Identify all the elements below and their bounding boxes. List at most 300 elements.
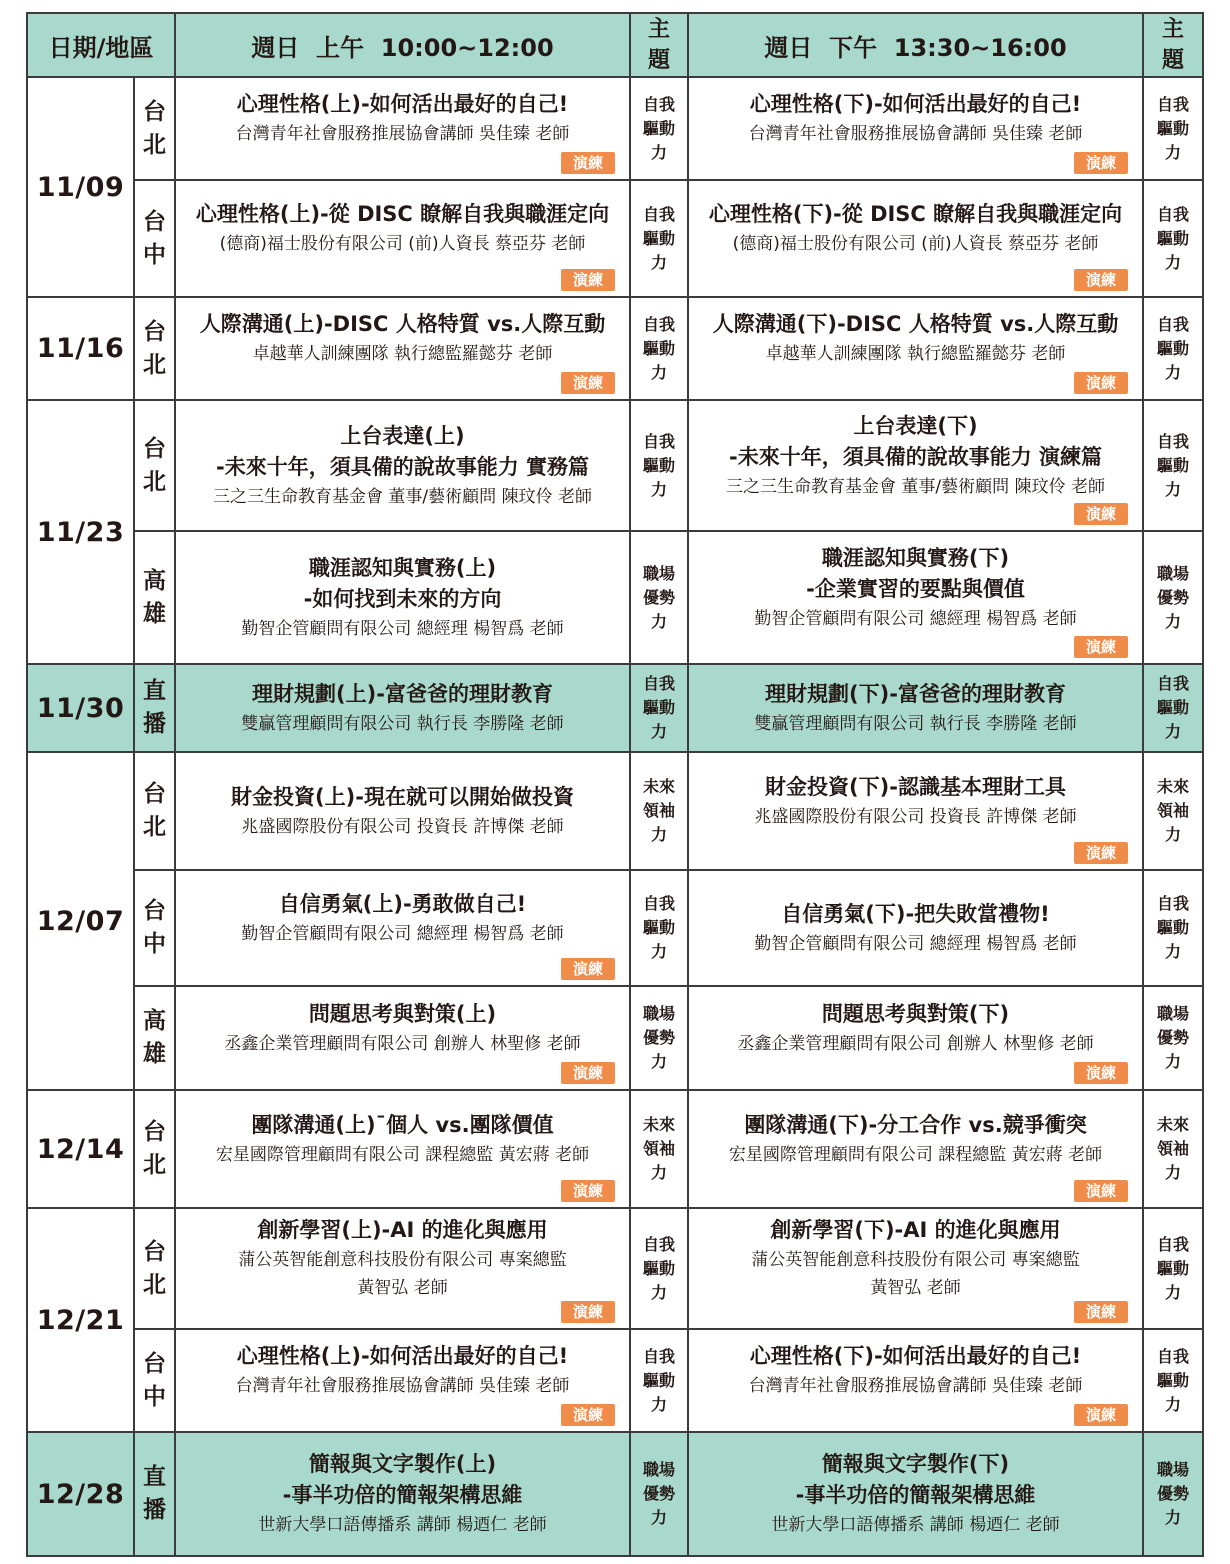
- schedule-row: [27, 1432, 1203, 1556]
- am-theme-cell-line: 未來: [643, 1115, 676, 1134]
- schedule-row: [27, 77, 1203, 180]
- am-theme-cell-line: 職場: [643, 563, 676, 583]
- am-course-cell: [175, 180, 630, 297]
- course-title: 理財規劃(下)-富爸爸的理財教育: [765, 681, 1066, 706]
- am-theme-cell-line: 未來: [643, 777, 676, 796]
- pm-theme-cell-line: 優勢: [1157, 587, 1190, 607]
- region-cell-line: 台: [143, 1119, 166, 1145]
- course-info: [176, 532, 629, 663]
- am-theme-cell: [630, 752, 688, 870]
- region-cell-line: 直: [143, 1464, 166, 1490]
- course-title: 問題思考與對策(下): [821, 1001, 1010, 1026]
- am-course-cell: [175, 400, 630, 531]
- am-course-cell: [175, 870, 630, 986]
- pm-theme-cell: [1143, 870, 1203, 986]
- pm-course-cell: [688, 1208, 1143, 1329]
- am-theme-cell: [630, 1329, 688, 1432]
- course-title: 人際溝通(下)-DISC 人格特質 vs.人際互動: [712, 312, 1119, 336]
- am-theme-cell-line: 領袖: [643, 1139, 676, 1158]
- pm-theme-cell-line: 力: [1165, 1282, 1182, 1302]
- region-cell-line: 北: [143, 468, 166, 495]
- region-cell-line: 播: [143, 1497, 166, 1523]
- region-cell-line: 台: [143, 98, 166, 125]
- course-info: [176, 871, 629, 985]
- course-info: [689, 1091, 1142, 1207]
- schedule-row: [27, 664, 1203, 752]
- region-cell: [134, 400, 175, 531]
- region-cell-line: 中: [143, 241, 166, 268]
- pm-theme-cell-line: 驅動: [1157, 1258, 1190, 1278]
- am-theme-cell-line: 力: [651, 1163, 668, 1182]
- lecturer-info: 卓越華人訓練團隊 執行總監羅懿芬 老師: [765, 344, 1066, 364]
- pm-theme-cell: [1143, 752, 1203, 870]
- pm-theme-cell: [1143, 1090, 1203, 1208]
- region-cell: [134, 297, 175, 400]
- schedule-row: [27, 1090, 1203, 1208]
- course-info: [176, 181, 629, 296]
- pm-course-cell: [688, 752, 1143, 870]
- course-info: [176, 401, 629, 530]
- lecturer-info: 黃智弘 老師: [357, 1278, 448, 1298]
- region-cell-line: 台: [143, 781, 166, 807]
- date-cell: 12/28: [27, 1432, 134, 1556]
- region-cell-line: 台: [143, 1238, 166, 1265]
- lecturer-info: 三之三生命教育基金會 董事/藝術顧問 陳玟伶 老師: [213, 486, 592, 507]
- am-course-cell: [175, 77, 630, 180]
- am-theme-cell-line: 優勢: [643, 1028, 676, 1047]
- course-title: 財金投資(上)-現在就可以開始做投資: [231, 784, 574, 809]
- schedule-body: [27, 77, 1203, 1556]
- lecturer-info: 蒲公英智能創意科技股份有限公司 專案總監: [751, 1250, 1080, 1270]
- pm-theme-cell-line: 驅動: [1157, 118, 1190, 138]
- pm-theme-cell-line: 力: [1165, 479, 1182, 499]
- practice-badge: 演練: [1074, 269, 1128, 291]
- am-theme-cell-line: 驅動: [643, 1258, 676, 1278]
- lecturer-info: 三之三生命教育基金會 董事/藝術顧問 陳玟伶 老師: [726, 476, 1105, 497]
- pm-theme-cell: [1143, 1208, 1203, 1329]
- am-theme-cell-line: 自我: [643, 894, 676, 913]
- pm-theme-cell-line: 自我: [1157, 1346, 1190, 1366]
- region-cell: [134, 531, 175, 664]
- am-theme-cell: [630, 1090, 688, 1208]
- am-theme-cell: [630, 531, 688, 664]
- pm-theme-cell-line: 力: [1165, 1163, 1182, 1182]
- pm-theme-cell-line: 力: [1165, 722, 1182, 741]
- region-cell-line: 中: [143, 1383, 166, 1410]
- lecturer-info: 卓越華人訓練團隊 執行總監羅懿芬 老師: [252, 344, 553, 364]
- course-title: 上台表達(上): [340, 423, 465, 448]
- am-theme-cell-line: 力: [651, 722, 668, 741]
- am-theme-cell-line: 驅動: [643, 455, 676, 475]
- course-title: 團隊溝通(下)-分工合作 vs.競爭衝突: [744, 1112, 1087, 1137]
- region-cell-line: 直: [143, 678, 166, 704]
- pm-course-cell: [688, 664, 1143, 752]
- region-cell: [134, 1432, 175, 1556]
- region-cell: [134, 752, 175, 870]
- course-title: -事半功倍的簡報架構思維: [282, 1483, 523, 1507]
- date-cell: 11/09: [27, 77, 134, 297]
- lecturer-info: 世新大學口語傳播系 講師 楊迺仁 老師: [771, 1515, 1060, 1535]
- practice-badge: 演練: [561, 152, 615, 174]
- am-theme-cell: [630, 400, 688, 531]
- pm-theme-cell-line: 自我: [1157, 94, 1190, 114]
- practice-badge: 演練: [1074, 636, 1128, 658]
- am-theme-cell-line: 自我: [643, 1346, 676, 1366]
- course-title: 財金投資(下)-認識基本理財工具: [765, 774, 1066, 799]
- lecturer-info: (德商)福士股份有限公司 (前)人資長 蔡亞芬 老師: [219, 234, 586, 254]
- am-course-cell: [175, 1090, 630, 1208]
- course-title: 創新學習(上)-AI 的進化與應用: [257, 1218, 548, 1242]
- pm-theme-cell-line: 力: [1165, 362, 1182, 382]
- pm-theme-cell-line: 自我: [1157, 894, 1190, 913]
- practice-badge: 演練: [1074, 152, 1128, 174]
- am-theme-cell-line: 優勢: [643, 1484, 676, 1503]
- pm-theme-cell-line: 未來: [1157, 777, 1190, 796]
- am-theme-cell-line: 職場: [643, 1004, 676, 1023]
- pm-course-cell: [688, 870, 1143, 986]
- pm-theme-cell-line: 自我: [1157, 314, 1190, 334]
- course-title: -企業實習的要點與價值: [806, 576, 1025, 601]
- practice-badge: 演練: [561, 1180, 615, 1202]
- am-theme-cell: [630, 664, 688, 752]
- pm-theme-cell-line: 驅動: [1157, 455, 1190, 475]
- course-title: 自信勇氣(下)-把失敗當禮物!: [781, 901, 1050, 926]
- course-info: [176, 987, 629, 1089]
- course-title: 心理性格(上)-如何活出最好的自己!: [236, 1344, 569, 1368]
- am-theme-cell-line: 力: [651, 252, 668, 272]
- lecturer-info: 蒲公英智能創意科技股份有限公司 專案總監: [238, 1250, 567, 1270]
- pm-course-cell: [688, 1090, 1143, 1208]
- pm-theme-cell: [1143, 1329, 1203, 1432]
- course-info: [176, 1091, 629, 1207]
- am-theme-cell-line: 力: [651, 142, 668, 162]
- am-theme-cell-line: 優勢: [643, 587, 676, 607]
- am-theme-cell-line: 力: [651, 611, 668, 631]
- lecturer-info: 勤智企管顧問有限公司 總經理 楊智爲 老師: [754, 933, 1077, 954]
- course-info: [689, 665, 1142, 751]
- am-theme-cell-line: 驅動: [643, 918, 676, 937]
- course-info: [689, 1433, 1142, 1555]
- am-theme-cell-line: 力: [651, 1052, 668, 1071]
- course-title: 創新學習(下)-AI 的進化與應用: [770, 1218, 1061, 1242]
- practice-badge: 演練: [1074, 1062, 1128, 1084]
- pm-theme-cell-line: 自我: [1157, 431, 1190, 451]
- am-theme-cell-line: 自我: [643, 431, 676, 451]
- schedule-row: [27, 531, 1203, 664]
- lecturer-info: 台灣青年社會服務推展協會講師 吳佳臻 老師: [235, 1376, 570, 1396]
- practice-badge: 演練: [1074, 503, 1128, 525]
- schedule-row: [27, 1329, 1203, 1432]
- pm-course-cell: [688, 297, 1143, 400]
- pm-theme-cell-line: 力: [1165, 1508, 1182, 1527]
- am-theme-cell-line: 驅動: [643, 1370, 676, 1390]
- practice-badge: 演練: [561, 269, 615, 291]
- pm-theme-cell: [1143, 77, 1203, 180]
- date-cell: 11/16: [27, 297, 134, 400]
- pm-theme-cell-line: 力: [1165, 1394, 1182, 1414]
- am-theme-cell-line: 職場: [643, 1460, 676, 1479]
- am-session-header: 週日 上午 10:00~12:00: [175, 13, 630, 77]
- pm-theme-cell-line: 驅動: [1157, 1370, 1190, 1390]
- pm-theme-cell-line: 力: [1165, 942, 1182, 961]
- pm-theme-cell-line: 力: [1165, 825, 1182, 844]
- pm-theme-cell-line: 驅動: [1157, 228, 1190, 248]
- pm-theme-cell: [1143, 400, 1203, 531]
- pm-theme-cell-line: 優勢: [1157, 1484, 1190, 1503]
- lecturer-info: 兆盛國際股份有限公司 投資長 許博傑 老師: [241, 816, 564, 837]
- pm-theme-cell: [1143, 297, 1203, 400]
- pm-session-header: 週日 下午 13:30~16:00: [688, 13, 1143, 77]
- lecturer-info: 丞鑫企業管理顧問有限公司 創辦人 林聖修 老師: [737, 1033, 1094, 1054]
- course-info: [176, 1209, 629, 1328]
- am-theme-cell-line: 自我: [643, 674, 676, 693]
- course-info: [176, 78, 629, 179]
- course-info: [689, 181, 1142, 296]
- course-title: -未來十年，須具備的說故事能力 實務篇: [216, 454, 590, 479]
- pm-theme-cell: [1143, 986, 1203, 1090]
- pm-course-cell: [688, 1432, 1143, 1556]
- course-title: -未來十年，須具備的說故事能力 演練篇: [729, 444, 1103, 469]
- lecturer-info: 勤智企管顧問有限公司 總經理 楊智爲 老師: [241, 618, 564, 639]
- pm-theme-cell-line: 力: [1165, 142, 1182, 162]
- practice-badge: 演練: [561, 1404, 615, 1426]
- course-info: [689, 532, 1142, 663]
- region-cell-line: 台: [143, 898, 166, 924]
- practice-badge: 演練: [561, 958, 615, 980]
- region-cell-line: 北: [143, 1152, 166, 1178]
- practice-badge: 演練: [1074, 842, 1128, 864]
- course-info: [176, 1433, 629, 1555]
- am-theme-cell-line: 自我: [643, 204, 676, 224]
- am-theme-cell-line: 力: [651, 1508, 668, 1527]
- lecturer-info: 黃智弘 老師: [870, 1278, 961, 1298]
- am-theme-cell-line: 自我: [643, 314, 676, 334]
- region-cell: [134, 1090, 175, 1208]
- region-cell-line: 高: [143, 1008, 166, 1034]
- pm-theme-cell-line: 領袖: [1157, 801, 1190, 820]
- pm-course-cell: [688, 1329, 1143, 1432]
- pm-theme-cell-line: 未來: [1157, 1115, 1190, 1134]
- am-theme-cell-line: 力: [651, 479, 668, 499]
- date-cell: 12/21: [27, 1208, 134, 1432]
- am-theme-cell-line: 驅動: [643, 698, 676, 717]
- region-cell-line: 雄: [143, 1041, 166, 1067]
- course-title: 心理性格(下)-從 DISC 瞭解自我與職涯定向: [708, 202, 1123, 226]
- date-cell: 11/23: [27, 400, 134, 664]
- date-cell: 11/30: [27, 664, 134, 752]
- am-theme-cell: [630, 986, 688, 1090]
- schedule-row: [27, 1208, 1203, 1329]
- region-cell-line: 雄: [143, 600, 166, 627]
- region-cell: [134, 1208, 175, 1329]
- header-row: [27, 13, 1203, 77]
- region-cell: [134, 77, 175, 180]
- date-cell: 12/14: [27, 1090, 134, 1208]
- region-cell-line: 北: [143, 814, 166, 840]
- practice-badge: 演練: [561, 372, 615, 394]
- region-cell-line: 北: [143, 131, 166, 158]
- am-theme-cell-line: 領袖: [643, 801, 676, 820]
- lecturer-info: (德商)福士股份有限公司 (前)人資長 蔡亞芬 老師: [732, 234, 1099, 254]
- course-info: [689, 987, 1142, 1089]
- pm-theme-cell-line: 力: [1165, 611, 1182, 631]
- course-title: 問題思考與對策(上): [308, 1001, 497, 1026]
- practice-badge: 演練: [561, 1062, 615, 1084]
- pm-theme-cell-line: 驅動: [1157, 698, 1190, 717]
- course-info: [689, 871, 1142, 985]
- course-title: 心理性格(上)-如何活出最好的自己!: [236, 92, 569, 116]
- pm-theme-cell-line: 職場: [1157, 1004, 1190, 1023]
- lecturer-info: 雙贏管理顧問有限公司 執行長 李勝隆 老師: [754, 713, 1077, 734]
- am-theme-cell-line: 力: [651, 362, 668, 382]
- region-cell-line: 台: [143, 318, 166, 345]
- am-course-cell: [175, 1208, 630, 1329]
- pm-theme-header: 主 題: [1143, 13, 1203, 77]
- date-cell: 12/07: [27, 752, 134, 1090]
- course-title: 團隊溝通(上)ˉ個人 vs.團隊價值: [251, 1112, 554, 1137]
- am-course-cell: [175, 752, 630, 870]
- am-course-cell: [175, 1329, 630, 1432]
- am-theme-cell: [630, 297, 688, 400]
- region-cell-line: 播: [143, 711, 166, 737]
- course-title: 職涯認知與實務(下): [821, 545, 1010, 570]
- course-title: 簡報與文字製作(上): [308, 1452, 497, 1476]
- practice-badge: 演練: [1074, 1180, 1128, 1202]
- course-title: 人際溝通(上)-DISC 人格特質 vs.人際互動: [199, 312, 606, 336]
- course-info: [176, 1330, 629, 1431]
- pm-course-cell: [688, 531, 1143, 664]
- am-theme-cell-line: 驅動: [643, 228, 676, 248]
- course-schedule-table: [26, 12, 1204, 1557]
- region-cell: [134, 1329, 175, 1432]
- pm-theme-cell: [1143, 1432, 1203, 1556]
- schedule-row: [27, 986, 1203, 1090]
- region-cell-line: 北: [143, 351, 166, 378]
- schedule-row: [27, 752, 1203, 870]
- practice-badge: 演練: [1074, 1301, 1128, 1323]
- pm-course-cell: [688, 400, 1143, 531]
- region-cell: [134, 664, 175, 752]
- course-title: 心理性格(上)-從 DISC 瞭解自我與職涯定向: [195, 202, 610, 226]
- pm-theme-cell: [1143, 664, 1203, 752]
- pm-theme-cell: [1143, 180, 1203, 297]
- course-title: 心理性格(下)-如何活出最好的自己!: [749, 92, 1082, 116]
- course-info: [176, 665, 629, 751]
- am-course-cell: [175, 986, 630, 1090]
- pm-theme-cell-line: 職場: [1157, 563, 1190, 583]
- course-info: [176, 753, 629, 869]
- pm-theme-cell: [1143, 531, 1203, 664]
- lecturer-info: 宏星國際管理顧問有限公司 課程總監 黃宏蔣 老師: [215, 1144, 590, 1165]
- lecturer-info: 世新大學口語傳播系 講師 楊迺仁 老師: [258, 1515, 547, 1535]
- am-theme-cell: [630, 1208, 688, 1329]
- region-cell-line: 中: [143, 931, 166, 957]
- am-theme-cell: [630, 870, 688, 986]
- pm-theme-cell-line: 力: [1165, 1052, 1182, 1071]
- course-title: 理財規劃(上)-富爸爸的理財教育: [252, 681, 553, 706]
- lecturer-info: 台灣青年社會服務推展協會講師 吳佳臻 老師: [235, 124, 570, 144]
- course-info: [689, 1209, 1142, 1328]
- course-title: 上台表達(下): [853, 413, 978, 438]
- pm-theme-cell-line: 驅動: [1157, 918, 1190, 937]
- am-course-cell: [175, 664, 630, 752]
- am-theme-cell: [630, 180, 688, 297]
- schedule-row: [27, 297, 1203, 400]
- course-title: 簡報與文字製作(下): [821, 1452, 1010, 1476]
- am-theme-cell-line: 自我: [643, 94, 676, 114]
- region-cell: [134, 180, 175, 297]
- course-info: [689, 298, 1142, 399]
- course-info: [689, 1330, 1142, 1431]
- pm-theme-cell-line: 優勢: [1157, 1028, 1190, 1047]
- course-title: -如何找到未來的方向: [303, 586, 502, 611]
- course-title: 職涯認知與實務(上): [308, 555, 497, 580]
- am-theme-cell-line: 驅動: [643, 118, 676, 138]
- course-info: [689, 753, 1142, 869]
- lecturer-info: 兆盛國際股份有限公司 投資長 許博傑 老師: [754, 806, 1077, 827]
- pm-theme-cell-line: 職場: [1157, 1460, 1190, 1479]
- am-theme-cell-line: 自我: [643, 1234, 676, 1254]
- pm-theme-cell-line: 力: [1165, 252, 1182, 272]
- pm-theme-cell-line: 自我: [1157, 1234, 1190, 1254]
- lecturer-info: 勤智企管顧問有限公司 總經理 楊智爲 老師: [241, 923, 564, 944]
- pm-course-cell: [688, 180, 1143, 297]
- region-cell-line: 台: [143, 1350, 166, 1377]
- schedule-row: [27, 180, 1203, 297]
- am-theme-cell-line: 力: [651, 942, 668, 961]
- lecturer-info: 宏星國際管理顧問有限公司 課程總監 黃宏蔣 老師: [728, 1144, 1103, 1165]
- practice-badge: 演練: [561, 1301, 615, 1323]
- course-info: [689, 78, 1142, 179]
- am-theme-cell: [630, 1432, 688, 1556]
- practice-badge: 演練: [1074, 1404, 1128, 1426]
- region-cell: [134, 986, 175, 1090]
- am-course-cell: [175, 531, 630, 664]
- region-cell-line: 台: [143, 435, 166, 462]
- course-info: [689, 401, 1142, 530]
- lecturer-info: 雙贏管理顧問有限公司 執行長 李勝隆 老師: [241, 713, 564, 734]
- am-theme-header: 主 題: [630, 13, 688, 77]
- region-cell-line: 台: [143, 208, 166, 235]
- pm-theme-cell-line: 領袖: [1157, 1139, 1190, 1158]
- pm-theme-cell-line: 自我: [1157, 204, 1190, 224]
- region-cell: [134, 870, 175, 986]
- am-course-cell: [175, 1432, 630, 1556]
- am-course-cell: [175, 297, 630, 400]
- am-theme-cell-line: 力: [651, 1394, 668, 1414]
- course-title: -事半功倍的簡報架構思維: [795, 1483, 1036, 1507]
- schedule-row: [27, 400, 1203, 531]
- pm-theme-cell-line: 驅動: [1157, 338, 1190, 358]
- course-title: 心理性格(下)-如何活出最好的自己!: [749, 1344, 1082, 1368]
- lecturer-info: 台灣青年社會服務推展協會講師 吳佳臻 老師: [748, 124, 1083, 144]
- am-theme-cell: [630, 77, 688, 180]
- schedule-row: [27, 870, 1203, 986]
- am-theme-cell-line: 驅動: [643, 338, 676, 358]
- am-theme-cell-line: 力: [651, 825, 668, 844]
- course-title: 自信勇氣(上)-勇敢做自己!: [278, 891, 527, 916]
- pm-course-cell: [688, 986, 1143, 1090]
- lecturer-info: 丞鑫企業管理顧問有限公司 創辦人 林聖修 老師: [224, 1033, 581, 1054]
- date-region-header: 日期/地區: [27, 13, 175, 77]
- practice-badge: 演練: [1074, 372, 1128, 394]
- am-theme-cell-line: 力: [651, 1282, 668, 1302]
- region-cell-line: 高: [143, 567, 166, 594]
- lecturer-info: 勤智企管顧問有限公司 總經理 楊智爲 老師: [754, 608, 1077, 629]
- pm-course-cell: [688, 77, 1143, 180]
- course-info: [176, 298, 629, 399]
- pm-theme-cell-line: 自我: [1157, 674, 1190, 693]
